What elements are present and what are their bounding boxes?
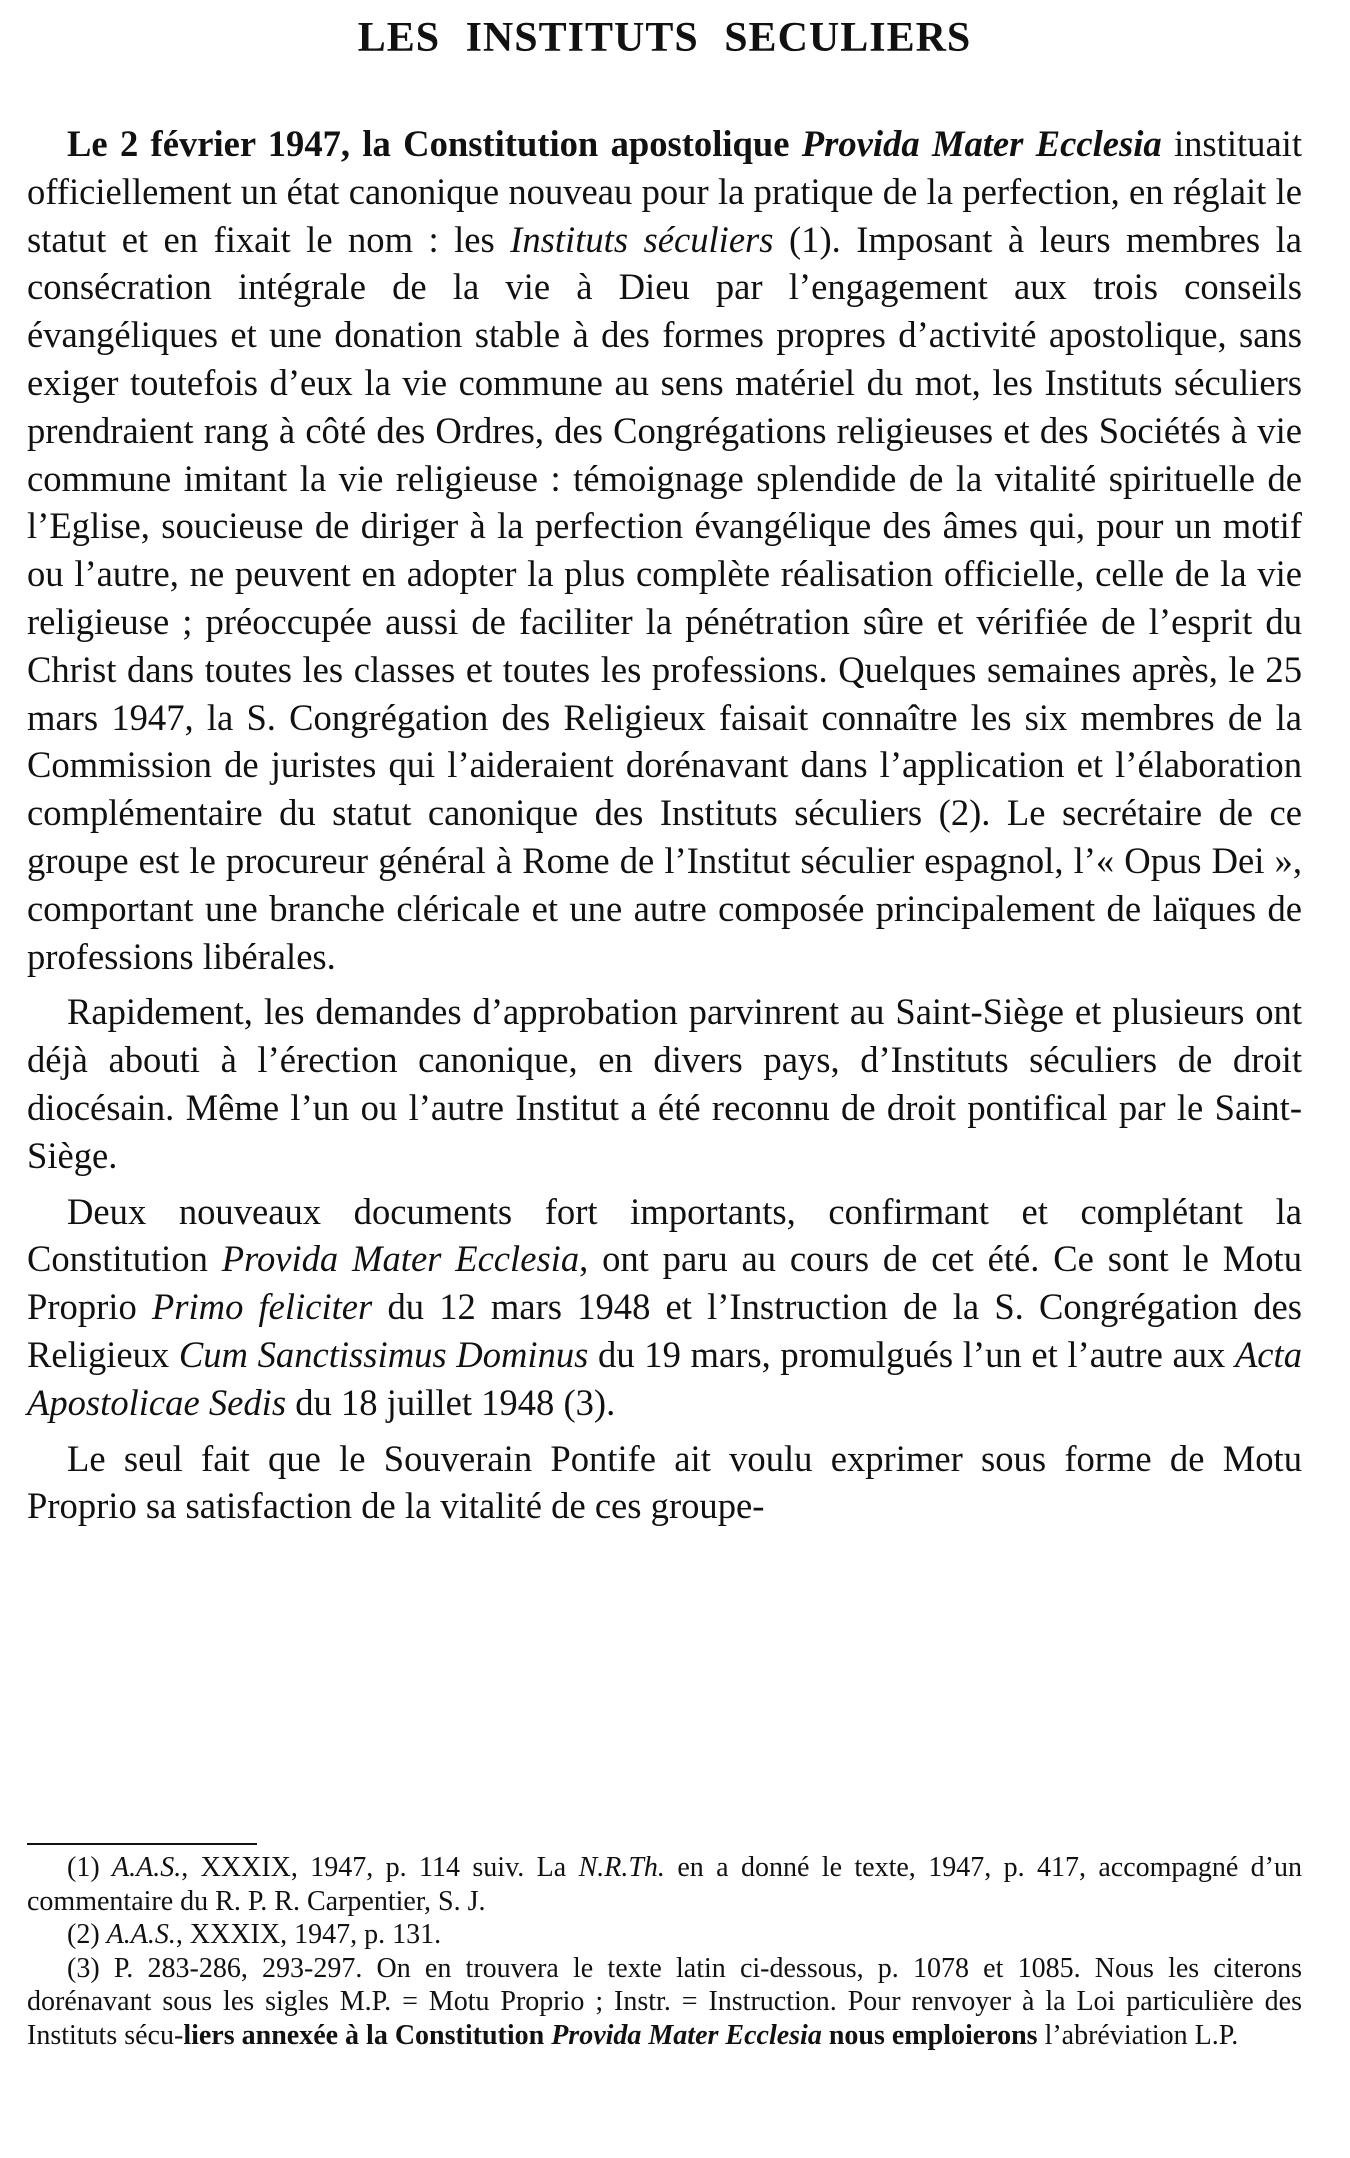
footnotes: [27, 1851, 1302, 2052]
footnote-2-number: (2): [67, 1919, 107, 1950]
lead-italic-title: Provida Mater Ecclesia: [801, 123, 1162, 164]
footnote-1-text-b: en a donné le texte, 1947, p. 417, accompagné d’un commentaire du R. P. R. Carpentier, S. J.: [27, 1852, 1302, 1917]
paragraph-3-italic-d: Acta Apostolicae Sedis: [27, 1333, 1302, 1423]
paragraph-3-text-a: Deux nouveaux documents fort importants, confirmant et complétant la Constitution: [27, 1190, 1302, 1280]
body-text: [27, 120, 1302, 1530]
footnote-2-italic: A.A.S.: [106, 1919, 176, 1950]
paragraph-1-text-a: instituait officiellement un état canonique nouveau pour la pratique de la perfection, en réglait le statut et en fixait le nom : les: [27, 123, 1303, 260]
paragraph-1-text-c: . Le secrétaire de ce groupe est le procureur général à Rome de l’Institut séculier espagnol, l’« Opus Dei », comportant une branche cléricale et une autre composée principalement de laïques de professions libérales.: [27, 792, 1302, 977]
paragraph-3-text-d: du 19 mars, promulgués l’un et l’autre aux: [588, 1333, 1235, 1375]
footnote-ref-2: (2): [938, 792, 982, 834]
paragraph-3-text-e: du 18 juillet 1948: [286, 1381, 564, 1423]
paragraph-3-text-c: du 12 mars 1948 et l’Instruction de la S. Congrégation des Religieux: [27, 1286, 1303, 1375]
paragraph-3-text-b: , ont paru au cours de cet été. Ce sont le Motu Proprio: [27, 1238, 1302, 1328]
lead-text: Le 2 février 1947, la Constitution apostolique: [67, 123, 790, 164]
paragraph-4: Le seul fait que le Souverain Pontife ait voulu exprimer sous forme de Motu Proprio sa satisfaction de la vitalité de ces groupe-: [27, 1437, 1302, 1527]
footnote-3-bold-a: liers annexée à la Constitution: [183, 2019, 552, 2051]
footnote-3-bold-b: nous emploierons: [821, 2019, 1038, 2051]
footnote-1-italic-a: A.A.S.: [112, 1852, 182, 1883]
footnote-3-text-b: l’abréviation L.P.: [1037, 2019, 1239, 2051]
paragraph-1-text-b: . Imposant à leurs membres la consécration intégrale de la vie à Dieu par l’engagement aux trois conseils évangéliques et une donation stable à des formes propres d’activité apostolique, sans exiger toutefois d’eux la vie commune au sens matériel du mot, les Instituts séculiers prendraient rang à côté des Ordres, des Congrégations religieuses et des Sociétés à vie commune imitant la vie religieuse : témoignage splendide de la vitalité spirituelle de l’Eglise, soucieuse de diriger à la perfection évangélique des âmes qui, pour un motif ou l’autre, ne peuvent en adopter la plus complète réalisation officielle, celle de la vie religieuse ; préoccupée aussi de faciliter la pénétration sûre et vérifiée de l’esprit du Christ dans toutes les classes et toutes les professions. Quelques semaines après, le 25 mars 1947, la S. Congrégation des Religieux faisait connaître les six membres de la Commission de juristes qui l’aideraient dorénavant dans l’application et l’élaboration complémentaire du statut canonique des Instituts séculiers: [27, 218, 1302, 834]
footnote-ref-1: (1): [788, 218, 832, 260]
paragraph-3: [27, 1188, 1302, 1427]
footnote-ref-3: (3): [563, 1381, 607, 1423]
paragraph-1-italic: Instituts séculiers: [510, 218, 774, 260]
footnote-2-text: , XXXIX, 1947, p. 131.: [175, 1919, 442, 1950]
footnote-3-text-a: (3) P. 283-286, 293-297. On en trouvera le texte latin ci-dessous, p. 1078 et 1085. Nous les citerons dorénavant sous les sigles M.P. = Motu Proprio ; Instr. = Instruction. Pour renvoyer à la Loi particulière des Instituts sécu-: [27, 1952, 1302, 2051]
paragraph-3-text-f: .: [606, 1381, 616, 1423]
paragraph-1: [27, 120, 1302, 980]
footnote-2: [27, 1918, 1302, 1952]
footnote-divider: [27, 1843, 257, 1845]
paragraph-3-italic-b: Primo feliciter: [151, 1286, 373, 1328]
footnote-3: [27, 1952, 1302, 2053]
paragraph-3-italic-c: Cum Sanctissimus Dominus: [178, 1333, 589, 1375]
footnote-1-italic-b: N.R.Th.: [578, 1852, 665, 1883]
footnote-1: [27, 1851, 1302, 1918]
footnote-1-text-a: , XXXIX, 1947, p. 114 suiv. La: [181, 1852, 579, 1883]
paragraph-3-italic-a: Provida Mater Ecclesia: [221, 1238, 580, 1280]
footnote-1-number: (1): [67, 1852, 113, 1883]
footnote-3-bold-italic: Provida Mater Ecclesia: [551, 2019, 822, 2051]
paragraph-2: Rapidement, les demandes d’approbation parvinrent au Saint-Siège et plusieurs ont déjà abouti à l’érection canonique, en divers pays, d’Instituts séculiers de droit diocésain. Même l’un ou l’autre Institut a été reconnu de droit pontifical par le Saint-Siège.: [27, 991, 1302, 1176]
page-title: LES INSTITUTS SECULIERS: [357, 15, 972, 61]
document-page: [27, 0, 1302, 2158]
